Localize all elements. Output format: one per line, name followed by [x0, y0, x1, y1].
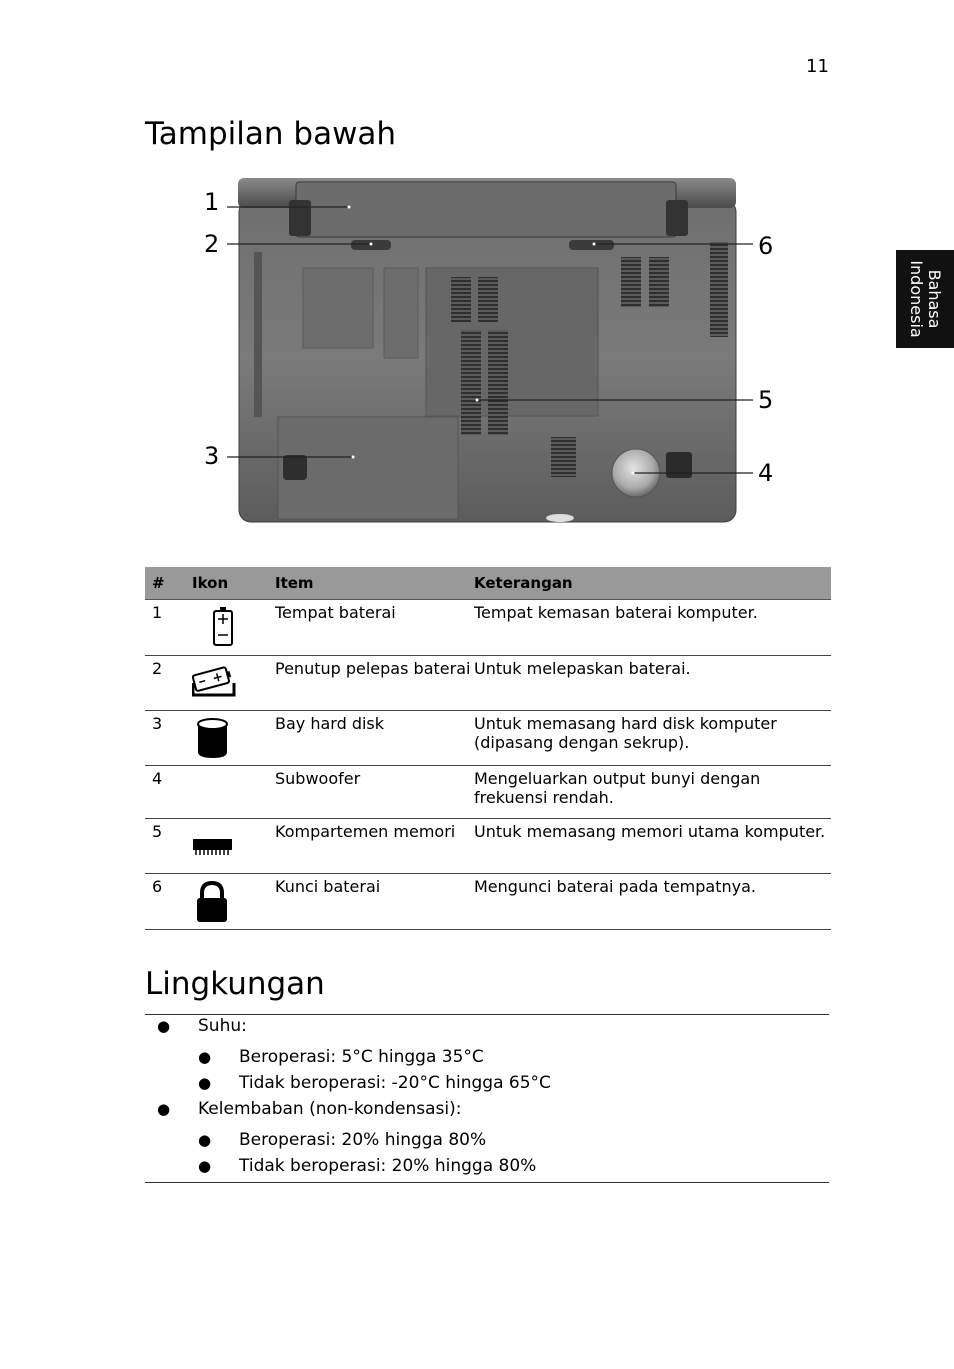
row-number: 1	[145, 600, 192, 656]
section-title-environment: Lingkungan	[145, 966, 325, 1002]
list-subitem-label: Beroperasi: 5°C hingga 35°C	[239, 1047, 484, 1067]
table-row	[145, 874, 831, 930]
header-icon: Ikon	[192, 567, 275, 600]
page-number: 11	[806, 56, 829, 77]
row-description: Untuk memasang memori utama komputer.	[474, 819, 831, 874]
environment-list	[145, 1016, 829, 1182]
bullet-icon: ●	[198, 1074, 212, 1092]
callout-5: 5	[758, 386, 774, 414]
row-number: 2	[145, 656, 192, 711]
row-number: 6	[145, 874, 192, 930]
battery-release-icon	[192, 665, 262, 701]
environment-bottom-rule	[145, 1182, 829, 1183]
table-row	[145, 711, 831, 766]
header-item: Item	[275, 567, 474, 600]
list-subitem-label: Tidak beroperasi: -20°C hingga 65°C	[239, 1073, 551, 1093]
row-description: Mengeluarkan output bunyi dengan frekuensi rendah.	[474, 766, 831, 819]
row-item: Penutup pelepas baterai	[275, 656, 474, 711]
row-item: Bay hard disk	[275, 711, 474, 766]
list-item-label: Suhu:	[198, 1016, 247, 1036]
list-item	[145, 1016, 829, 1043]
section-title-bottom-view: Tampilan bawah	[145, 116, 397, 152]
bullet-icon: ●	[198, 1131, 212, 1149]
bullet-icon: ●	[157, 1017, 171, 1035]
features-table	[145, 567, 831, 930]
laptop-bottom-illustration	[196, 172, 786, 528]
table-row	[145, 819, 831, 874]
battery-icon	[199, 607, 269, 647]
row-number: 3	[145, 711, 192, 766]
header-description: Keterangan	[474, 567, 831, 600]
row-item: Kompartemen memori	[275, 819, 474, 874]
callout-2: 2	[204, 230, 220, 258]
list-subitem-label: Tidak beroperasi: 20% hingga 80%	[239, 1156, 537, 1176]
hard-disk-icon	[192, 718, 262, 758]
bullet-icon: ●	[157, 1100, 171, 1118]
row-description: Untuk melepaskan baterai.	[474, 656, 831, 711]
lock-icon	[192, 879, 262, 923]
list-subitem	[145, 1073, 829, 1099]
callout-4: 4	[758, 459, 774, 487]
table-header-row	[145, 567, 831, 600]
list-subitem	[145, 1130, 829, 1156]
language-tab-line1: Bahasa	[925, 269, 944, 329]
row-number: 4	[145, 766, 192, 819]
memory-icon	[192, 834, 262, 864]
list-subitem-label: Beroperasi: 20% hingga 80%	[239, 1130, 487, 1150]
row-item: Tempat baterai	[275, 600, 474, 656]
row-item: Subwoofer	[275, 766, 474, 819]
row-description: Tempat kemasan baterai komputer.	[474, 600, 831, 656]
row-number: 5	[145, 819, 192, 874]
language-tab	[896, 250, 954, 348]
list-subitem	[145, 1047, 829, 1073]
list-item	[145, 1099, 829, 1126]
list-item-label: Kelembaban (non-kondensasi):	[198, 1099, 462, 1119]
callout-3: 3	[204, 442, 220, 470]
row-item: Kunci baterai	[275, 874, 474, 930]
header-number: #	[145, 567, 192, 600]
callout-6: 6	[758, 232, 774, 260]
row-description: Untuk memasang hard disk komputer (dipasang dengan sekrup).	[474, 711, 831, 766]
bullet-icon: ●	[198, 1157, 212, 1175]
table-row	[145, 766, 831, 819]
row-description: Mengunci baterai pada tempatnya.	[474, 874, 831, 930]
list-subitem	[145, 1156, 829, 1182]
environment-top-rule	[145, 1014, 829, 1015]
callout-1: 1	[204, 188, 220, 216]
language-tab-line2: Indonesia	[907, 260, 926, 338]
bullet-icon: ●	[198, 1048, 212, 1066]
table-row	[145, 600, 831, 656]
table-row	[145, 656, 831, 711]
